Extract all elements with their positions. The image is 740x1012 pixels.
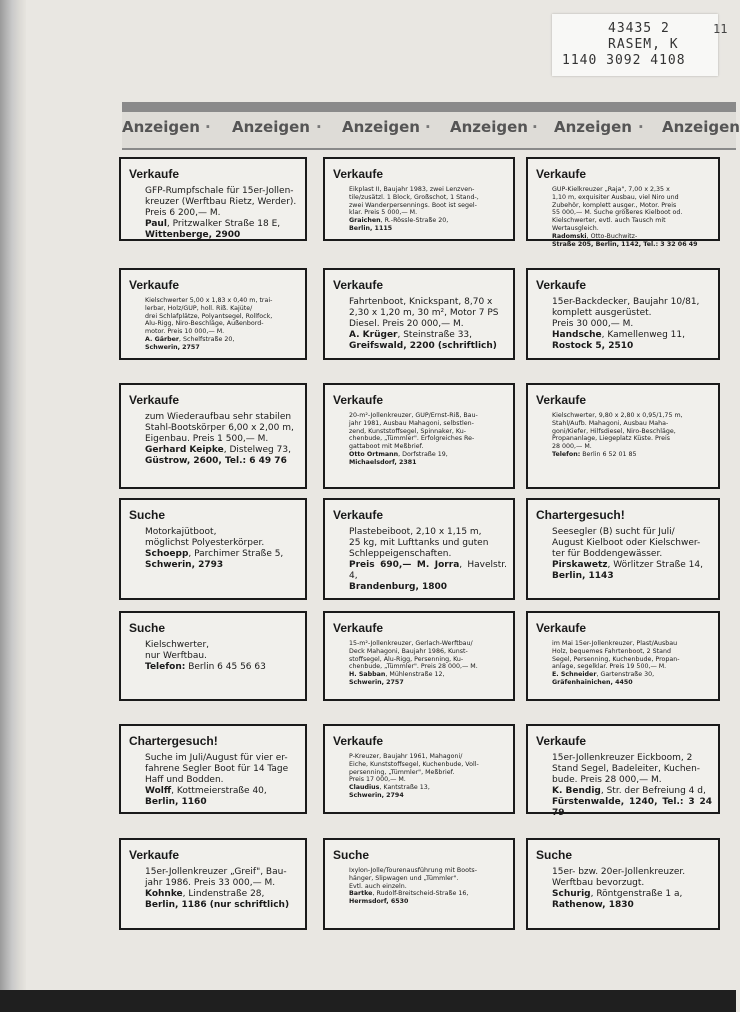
ad-text-line: Zubehör, komplett ausger., Motor. Preis [552,201,677,209]
ad-body [145,412,299,467]
classified-ad [323,383,515,489]
ad-text-line: zend, Kunststoffsegel, Spinnaker, Ku- [349,427,466,435]
ad-contact-address: , Kottmeierstraße 40, [171,786,267,796]
ad-text-line: Stahl/Aufb. Mahagoni, Ausbau Maha- [552,419,669,427]
ad-text-line: fahrene Segler Boot für 14 Tage [145,764,289,774]
ad-body [145,297,299,352]
ad-contact-name: Telefon: [552,450,581,458]
header-word: Anzeigen [232,118,310,136]
ad-heading: Verkaufe [333,167,384,181]
classified-ad [119,498,307,600]
classified-ad [119,724,307,814]
ad-contact-name: Gerhard Keipke [145,445,224,455]
header-separator: · [205,118,211,136]
ad-contact [145,889,299,900]
ad-text-line: 1,10 m, exquisiter Ausbau, viel Niro und [552,193,679,201]
ad-contact-name: Graichen [349,217,381,225]
ad-contact [552,330,712,341]
ad-heading: Verkaufe [333,621,384,635]
ad-heading: Suche [129,508,166,522]
classified-ad [526,838,720,930]
header-word: Anzeigen [342,118,420,136]
ad-text-line: drei Schlafplätze, Polyantsegel, Rollfock, [145,312,273,320]
ad-heading: Verkaufe [536,734,587,748]
classified-ad [119,611,307,701]
ad-contact-address: , Mühlenstraße 12, [385,671,445,679]
ad-contact [145,786,299,797]
ad-body [145,867,299,911]
classified-ad [526,611,720,701]
ad-heading: Verkaufe [129,393,180,407]
ad-contact-address: Berlin 6 45 56 63 [185,662,266,672]
ad-text-line: Eiche, Kunststoffsegel, Kuchenbude, Voll- [349,760,479,768]
ad-text-line: Segel, Persenning, Kuchenbude, Propan- [552,655,680,663]
ad-contact [552,451,712,459]
header-word: Anzeigen [122,118,200,136]
ad-contact-name: Pirskawetz [552,560,608,570]
ad-text-line: klar. Preis 5 000,— M. [349,209,418,217]
ad-text-line: ter für Boddengewässer. [552,549,663,559]
ad-text-line: 15er-Jollenkreuzer „Greif", Bau- [145,867,287,877]
ad-city: Straße 205, Berlin, 1142, Tel.: 3 32 06 49 [552,240,698,248]
ad-body [349,527,507,593]
ad-body [349,753,507,800]
header-word: Anzeigen [554,118,632,136]
ad-city: Schwerin, 2794 [349,791,404,799]
ad-text-line: Suche im Juli/August für vier er- [145,753,288,763]
ad-body [349,867,507,906]
ad-contact-name: Wolff [145,786,172,796]
ad-contact-address: , Rudolf-Breitscheid-Straße 16, [372,890,469,898]
ad-contact-name: Claudius [349,784,380,792]
ad-contact-address: , Pritzwalker Straße 18 E, [166,219,281,229]
ad-contact [145,549,299,560]
ad-text-line: 15er-Jollenkreuzer Eickboom, 2 [552,753,693,763]
ad-text-line: Motorkajütboot, [145,527,217,537]
ad-body [145,640,299,673]
ad-text-line: Eikplast II, Baujahr 1983, zwei Lenzven- [349,186,475,193]
ad-text-line: Kielschwerter, 9,80 x 2,80 x 0,95/1,75 m, [552,412,683,419]
ad-text-line: chenbude, „Tümmler". Erfolgreiches Re- [349,435,475,443]
ad-heading: Verkaufe [536,621,587,635]
ad-contact-address: , Schelfstraße 20, [178,335,235,343]
scan-bottom-edge [0,990,736,1012]
classified-ad [119,838,307,930]
catalog-stamp [552,14,718,76]
ad-heading: Verkaufe [129,278,180,292]
classified-ad [323,498,515,600]
ad-contact-name: Telefon: [145,662,186,672]
ad-body [349,640,507,687]
ad-text-line: Stahl-Bootskörper 6,00 x 2,00 m, [145,423,294,433]
ad-body [552,297,712,352]
ad-text-line: 25 kg, mit Lufttanks und guten [349,538,489,548]
classified-ad [323,611,515,701]
ad-body [552,753,712,819]
page-number: 11 [713,22,728,36]
ad-text-line: Eigenbau. Preis 1 500,— M. [145,434,269,444]
ad-contact-name: Preis 690,— M. Jorra [349,560,460,570]
ad-contact-address: , Parchimer Straße 5, [188,549,284,559]
ad-contact-address: , Wörlitzer Straße 14, [607,560,703,570]
ad-text-line: 2,30 x 1,20 m, 30 m², Motor 7 PS [349,308,499,318]
ad-contact-name: K. Bendig [552,786,601,796]
ad-contact-address: , Distelweg 73, [223,445,291,455]
ad-text-line: zwei Wanderpersennings. Boot ist segel- [349,201,477,209]
header-separator: · [425,118,431,136]
ad-text-line: komplett ausgerüstet. [552,308,652,318]
ad-contact-address: , Röntgenstraße 1 a, [590,889,683,899]
ad-text-line: GUP-Kielkreuzer „Raja", 7,00 x 2,35 x [552,186,670,193]
ad-text-line: Kielschwerter 5,00 x 1,83 x 0,40 m, trai- [145,297,273,304]
ad-contact [145,336,299,344]
ad-heading: Verkaufe [333,278,384,292]
classified-ad [526,498,720,600]
ad-city: Rostock 5, 2510 [552,341,634,351]
ad-heading: Chartergesuch! [129,734,218,748]
ad-text-line: tile/zusätzl. 1 Block, Großschot, 1 Stand-, [349,193,479,201]
ad-text-line: im Mai 15er-Jollenkreuzer, Plast/Ausbau [552,640,678,647]
ad-text-line: Stand Segel, Badeleiter, Kuchen- [552,764,701,774]
ad-text-line: Seesegler (B) sucht für Juli/ [552,527,675,537]
ad-contact [552,560,712,571]
ad-body [145,186,299,241]
ad-contact-name: Radomski [552,232,587,240]
classified-ad [526,157,720,248]
ad-city: Berlin, 1115 [349,224,393,232]
ad-text-line: Alu-Rigg, Niro-Beschläge, Außenbord- [145,320,264,328]
ad-text-line: Fahrtenboot, Knickspant, 8,70 x [349,297,493,307]
ad-city: Berlin, 1160 [145,797,207,807]
ad-contact-name: Otto Ortmann [349,450,399,458]
ad-heading: Suche [333,848,370,862]
ad-heading: Verkaufe [129,167,180,181]
ad-city: Güstrow, 2600, Tel.: 6 49 76 [145,456,287,466]
ad-contact [349,560,507,582]
classified-ad [323,838,515,930]
ad-contact [552,671,712,679]
ad-text-line: Plastebeiboot, 2,10 x 1,15 m, [349,527,482,537]
ad-text-line: jahr 1981, Ausbau Mahagoni, selbstlen- [349,419,474,427]
ad-text-line: Diesel. Preis 20 000,— M. [349,319,464,329]
ad-body [349,186,507,233]
ad-text-line: Kielschwerter, [145,640,210,650]
ad-contact [349,217,507,225]
ad-text-line: Propananlage, Liegeplatz Küste. Preis [552,435,671,443]
ad-text-line: GFP-Rumpfschale für 15er-Jollen- [145,186,294,196]
ad-city: Gräfenhainichen, 4450 [552,678,633,686]
ad-city: Fürstenwalde, 1240, Tel.: 3 24 79 [552,797,712,818]
section-header [122,112,740,150]
ad-text-line: möglichst Polyesterkörper. [145,538,265,548]
ad-contact [349,671,507,679]
ad-body [145,753,299,808]
ad-text-line: 55 000,— M. Suche größeres Kielboot od. [552,209,683,217]
ad-heading: Verkaufe [333,734,384,748]
ad-contact-address: , Str. der Befreiung 4 d, [600,786,706,796]
ad-heading: Chartergesuch! [536,508,625,522]
ad-text-line: hänger, Slipwagen und „Tümmler". [349,874,459,882]
ad-body [349,412,507,467]
ad-contact-address: , Gartenstraße 30, [596,671,655,679]
ad-contact-name: A. Krüger [349,330,398,340]
ad-text-line: Wertausgleich. [552,224,599,232]
ad-text-line: P-Kreuzer, Baujahr 1961, Mahagoni/ [349,753,463,760]
ad-city: Michaelsdorf, 2381 [349,458,417,466]
ad-contact-address: , Dorfstraße 19, [398,450,448,458]
ad-body [145,527,299,571]
ad-text-line: Schleppeigenschaften. [349,549,452,559]
classified-ad [119,383,307,489]
ad-contact-name: H. Sabban [349,671,386,679]
classified-ad [526,724,720,818]
ad-text-line: Haff und Bodden. [145,775,224,785]
ad-contact-address: , Kantstraße 13, [379,784,430,792]
ad-contact-address: , Otto-Buchwitz- [586,232,638,240]
ad-body [552,412,712,459]
ad-text-line: Evtl. auch einzeln. [349,882,407,890]
ad-city: Hermsdorf, 6530 [349,898,409,906]
ad-text-line: motor. Preis 10 000,— M. [145,328,225,336]
header-rule [122,102,736,112]
ad-contact-address: , Kamellenweg 11, [601,330,685,340]
ad-text-line: Preis 6 200,— M. [145,208,221,218]
ad-city: Berlin, 1186 (nur schriftlich) [145,900,290,910]
classified-ad [119,268,307,360]
ad-contact-name: E. Schneider [552,671,597,679]
ad-heading: Verkaufe [536,278,587,292]
ad-text-line: 15er- bzw. 20er-Jollenkreuzer. [552,867,686,877]
ad-contact-address: , Steinstraße 33, [397,330,473,340]
ad-body [349,297,507,352]
header-separator: · [316,118,322,136]
ad-contact-name: Schurig [552,889,591,899]
classified-ad [119,157,307,241]
ad-text-line: jahr 1986. Preis 33 000,— M. [145,878,276,888]
ad-text-line: chenbude, „Tümmler". Preis 28 000,— M. [349,663,478,671]
ad-body [552,527,712,582]
ad-contact [552,233,712,241]
ad-text-line: stoffsegel, Alu-Rigg, Persenning, Ku- [349,655,464,663]
ad-body [552,867,712,911]
ad-text-line: 15-m²-Jollenkreuzer, Gerlach-Werftbau/ [349,640,473,647]
stamp-line: 1140 3092 4108 [562,53,686,68]
ad-contact-address: Berlin 6 52 01 85 [580,450,637,458]
ad-contact-address: , Lindenstraße 28, [182,889,265,899]
ad-text-line: gattaboot mit Meßbrief. [349,443,424,451]
ad-city: Berlin, 1143 [552,571,614,581]
ad-text-line: lerbar, Holz/GUP, holl. Riß. Kajüte/ [145,304,253,312]
ad-heading: Verkaufe [536,167,587,181]
ad-text-line: Holz, bequemes Fahrtenboot, 2 Stand [552,647,671,655]
header-separator: · [638,118,644,136]
ad-text-line: Kielschwerter, evtl. auch Tausch mit [552,217,666,225]
ad-text-line: Werftbau bevorzugt. [552,878,645,888]
ad-contact [349,330,507,341]
classified-ad [526,268,720,360]
ad-city: Brandenburg, 1800 [349,582,448,592]
classified-ad [323,268,515,360]
ad-text-line: nur Werftbau. [145,651,207,661]
ad-contact [145,662,299,673]
header-separator: · [532,118,538,136]
ad-text-line: Deck Mahagoni, Baujahr 1986, Kunst- [349,647,468,655]
ad-text-line: bude. Preis 28 000,— M. [552,775,662,785]
ad-city: Greifswald, 2200 (schriftlich) [349,341,497,351]
ad-city: Rathenow, 1830 [552,900,634,910]
ad-contact-name: Kohnke [145,889,183,899]
ad-heading: Verkaufe [536,393,587,407]
header-word: Anzeigen [450,118,528,136]
ad-body [552,186,712,248]
ad-contact [552,889,712,900]
ad-heading: Suche [536,848,573,862]
ad-contact [349,784,507,792]
ad-text-line: Ixylon-Jolle/Tourenausführung mit Boots- [349,867,477,874]
ad-contact-name: Schoepp [145,549,189,559]
ad-text-line: kreuzer (Werftbau Rietz, Werder). [145,197,297,207]
ad-city: Schwerin, 2757 [145,343,200,351]
ad-contact-name: Handsche [552,330,602,340]
ad-heading: Verkaufe [333,508,384,522]
classified-ad [323,724,515,814]
ad-heading: Suche [129,621,166,635]
classified-ad [323,157,515,241]
ad-city: Schwerin, 2793 [145,560,224,570]
ad-contact-name: A. Gärber [145,335,179,343]
ad-text-line: Preis 17 000,— M. [349,776,406,784]
ad-text-line: 28 000,— M. [552,443,592,451]
header-word: Anzeigen [662,118,740,136]
ad-text-line: August Kielboot oder Kielschwer- [552,538,701,548]
ad-heading: Verkaufe [129,848,180,862]
ad-contact [145,219,299,230]
ad-text-line: goni/Kiefer, Hilfsdiesel, Niro-Beschläge, [552,427,676,435]
ad-text-line: anlage, segelklar. Preis 19 500,— M. [552,663,667,671]
ad-text-line: zum Wiederaufbau sehr stabilen [145,412,292,422]
ad-contact-address: , Havelstr. 4, [349,560,507,581]
ad-contact [349,451,507,459]
ad-text-line: 15er-Backdecker, Baujahr 10/81, [552,297,700,307]
ad-text-line: 20-m²-Jollenkreuzer, GUP/Ernst-Riß, Bau- [349,412,478,419]
ad-contact [145,445,299,456]
stamp-line: RASEM, K [608,37,679,52]
classified-ad [526,383,720,489]
ad-city: Wittenberge, 2900 [145,230,241,240]
ad-city: Schwerin, 2757 [349,678,404,686]
stamp-line: 43435 2 [608,21,670,36]
ad-contact-name: Bartke [349,890,373,898]
ad-contact-address: , R.-Rössle-Straße 20, [380,217,449,225]
ad-contact [349,890,507,898]
ad-body [552,640,712,687]
book-binding-shadow [0,0,26,1012]
ad-text-line: persenning, „Tümmler", Meßbrief. [349,768,455,776]
ad-text-line: Preis 30 000,— M. [552,319,634,329]
ad-contact-name: Paul [145,219,167,229]
ad-heading: Verkaufe [333,393,384,407]
ad-contact [552,786,712,797]
